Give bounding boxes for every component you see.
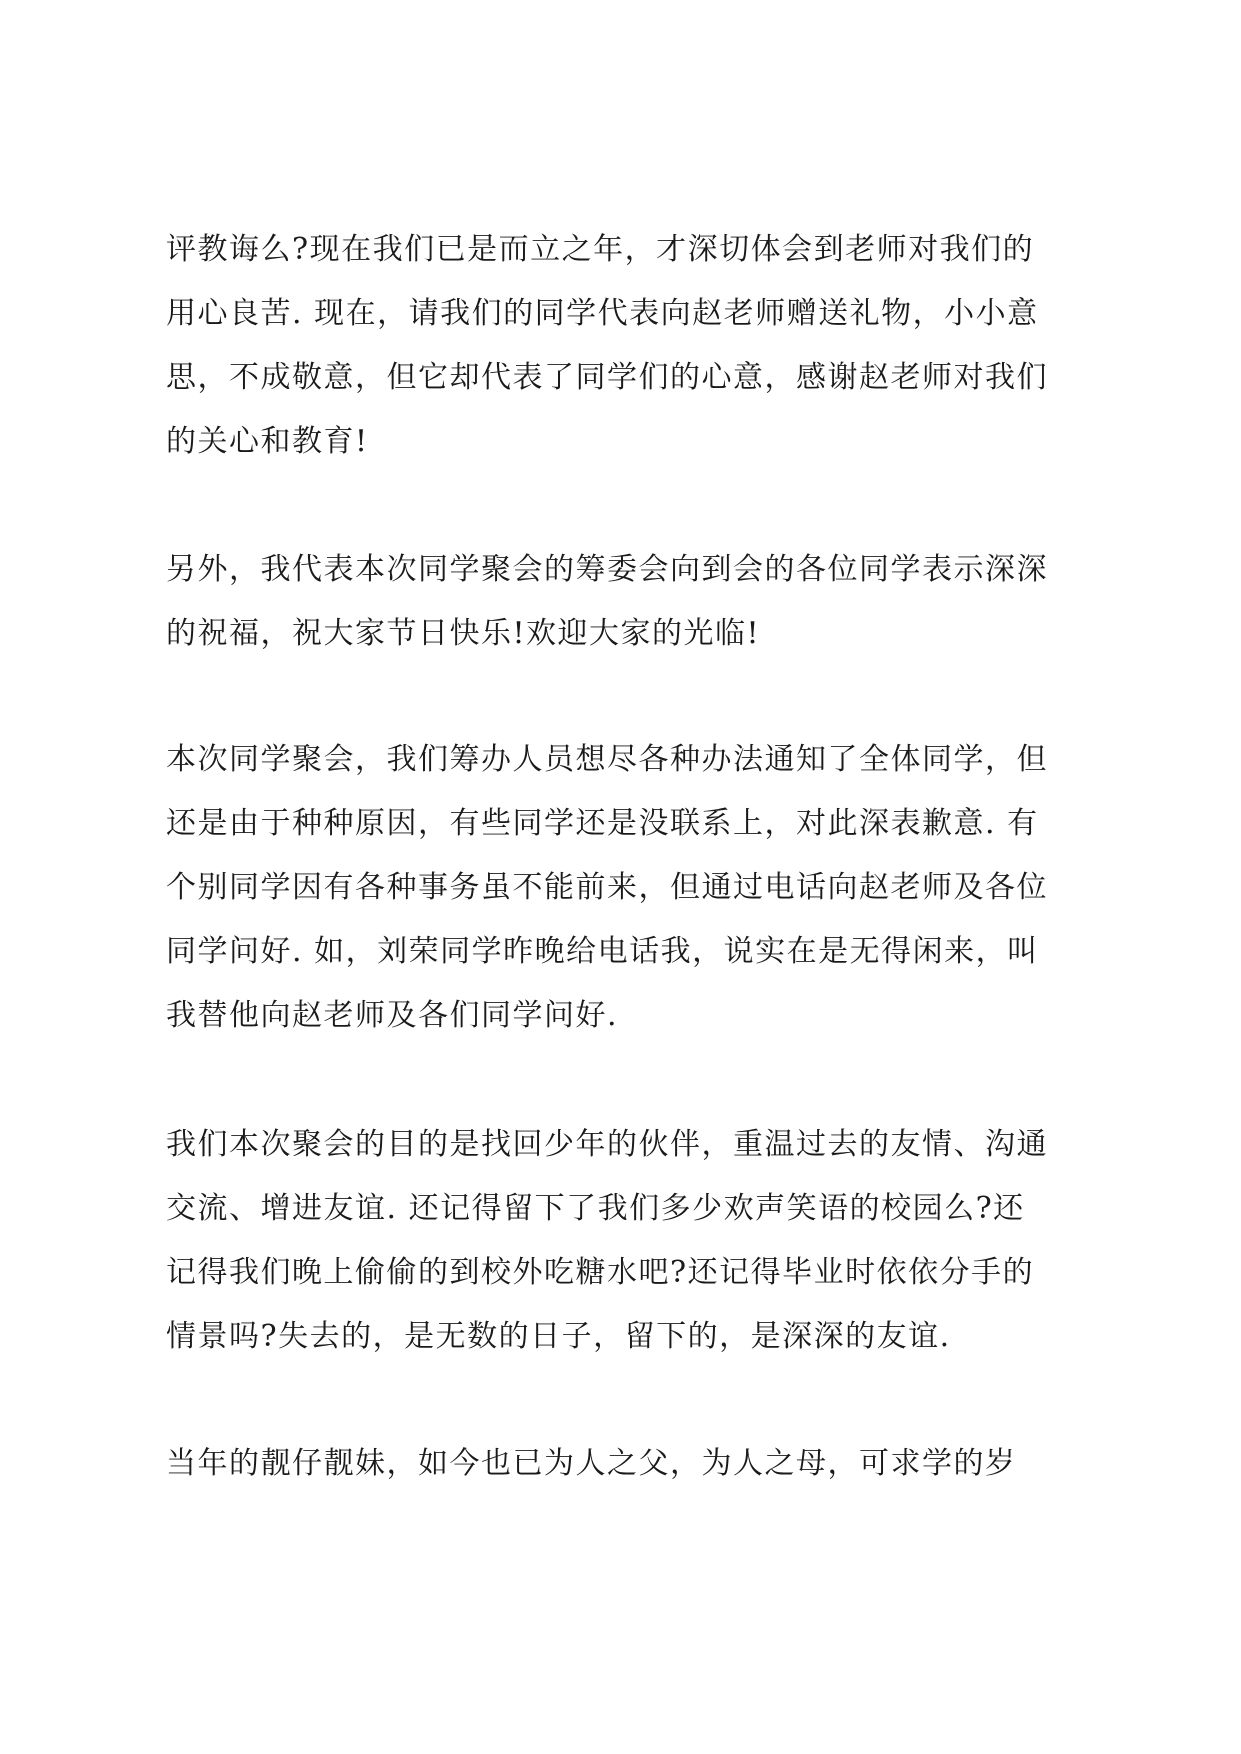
text-line: 我替他向赵老师及各们同学问好. (166, 998, 619, 1033)
text-line: 思，不成敬意，但它却代表了同学们的心意，感谢赵老师对我们 (166, 360, 1048, 395)
paragraph-purpose (166, 1113, 1096, 1369)
text-line: 交流、增进友谊. 还记得留下了我们多少欢声笑语的校园么?还 (166, 1191, 1025, 1226)
paragraph-blessing (166, 538, 1096, 666)
text-line: 同学问好. 如，刘荣同学昨晚给电话我，说实在是无得闲来，叫 (166, 934, 1039, 969)
text-line: 还是由于种种原因，有些同学还是没联系上，对此深表歉意. 有 (166, 806, 1039, 841)
text-line: 情景吗?失去的，是无数的日子，留下的，是深深的友谊. (166, 1319, 951, 1354)
text-line: 另外，我代表本次同学聚会的筹委会向到会的各位同学表示深深 (166, 552, 1048, 587)
text-line: 记得我们晚上偷偷的到校外吃糖水吧?还记得毕业时依依分手的 (166, 1255, 1035, 1290)
paragraph-apology (166, 728, 1096, 1048)
text-line: 的祝福，祝大家节日快乐!欢迎大家的光临! (166, 616, 761, 651)
text-line: 我们本次聚会的目的是找回少年的伙伴，重温过去的友情、沟通 (166, 1127, 1048, 1162)
text-line: 个别同学因有各种事务虽不能前来，但通过电话向赵老师及各位 (166, 870, 1048, 905)
text-line: 用心良苦. 现在，请我们的同学代表向赵老师赠送礼物，小小意 (166, 296, 1039, 331)
text-line: 本次同学聚会，我们筹办人员想尽各种办法通知了全体同学，但 (166, 742, 1048, 777)
text-line: 评教诲么?现在我们已是而立之年，才深切体会到老师对我们的 (166, 232, 1035, 267)
paragraph-thanks-teacher (166, 218, 1096, 474)
paragraph-then-and-now (166, 1432, 1096, 1496)
text-line: 的关心和教育! (166, 424, 369, 459)
text-line: 当年的靓仔靓妹，如今也已为人之父，为人之母，可求学的岁 (166, 1446, 1017, 1481)
